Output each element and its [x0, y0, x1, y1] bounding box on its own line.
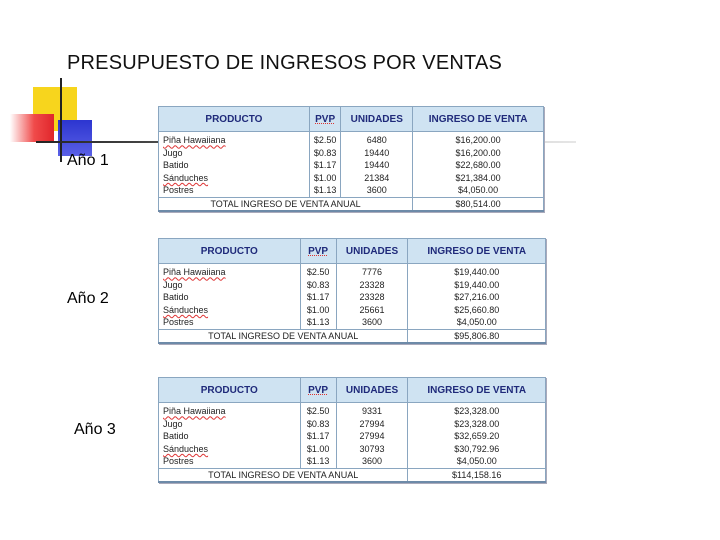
- table-row: [159, 304, 546, 317]
- deco-vertical-line: [60, 78, 62, 162]
- col-header-unidades: UNIDADES: [336, 378, 408, 403]
- cell-unidades: 27994: [336, 418, 408, 431]
- cell-ingreso: $23,328.00: [408, 418, 546, 431]
- cell-ingreso: $23,328.00: [408, 403, 546, 418]
- cell-producto: Batido: [159, 159, 310, 172]
- year-label-3: Año 3: [74, 421, 116, 438]
- cell-ingreso: $22,680.00: [413, 159, 544, 172]
- table-header-row: [159, 378, 546, 403]
- table-row: [159, 279, 546, 292]
- revenue-table-year-1: [158, 106, 544, 212]
- cell-ingreso: $32,659.20: [408, 430, 546, 443]
- table-row: [159, 455, 546, 468]
- cell-producto: Piña Hawaiiana: [159, 264, 301, 279]
- cell-ingreso: $19,440.00: [408, 279, 546, 292]
- cell-pvp: $0.83: [309, 147, 341, 160]
- table-header-row: [159, 239, 546, 264]
- cell-ingreso: $16,200.00: [413, 132, 544, 147]
- cell-producto: Sánduches: [159, 172, 310, 185]
- cell-unidades: 19440: [341, 147, 413, 160]
- deco-blue-square: [58, 120, 92, 156]
- table-header-row: [159, 107, 544, 132]
- cell-ingreso: $4,050.00: [408, 316, 546, 329]
- cell-pvp: $2.50: [300, 403, 336, 418]
- cell-unidades: 6480: [341, 132, 413, 147]
- total-value: $80,514.00: [413, 197, 544, 211]
- cell-ingreso: $16,200.00: [413, 147, 544, 160]
- cell-pvp: $2.50: [300, 264, 336, 279]
- cell-pvp: $1.13: [300, 455, 336, 468]
- cell-unidades: 3600: [336, 316, 408, 329]
- col-header-ingreso: INGRESO DE VENTA: [413, 107, 544, 132]
- cell-producto: Postres: [159, 455, 301, 468]
- cell-producto: Batido: [159, 430, 301, 443]
- table-row: [159, 172, 544, 185]
- col-header-pvp: PVP: [309, 107, 341, 132]
- year-label-1: Año 1: [67, 152, 109, 169]
- cell-unidades: 27994: [336, 430, 408, 443]
- table-row: [159, 443, 546, 456]
- cell-producto: Postres: [159, 184, 310, 197]
- table-row: [159, 403, 546, 418]
- col-header-producto: PRODUCTO: [159, 239, 301, 264]
- cell-unidades: 19440: [341, 159, 413, 172]
- col-header-pvp: PVP: [300, 378, 336, 403]
- table-total-row: [159, 468, 546, 482]
- year-label-2: Año 2: [67, 290, 109, 307]
- table-row: [159, 159, 544, 172]
- cell-pvp: $1.17: [300, 291, 336, 304]
- cell-pvp: $1.17: [300, 430, 336, 443]
- cell-ingreso: $4,050.00: [408, 455, 546, 468]
- cell-pvp: $1.17: [309, 159, 341, 172]
- table-row: [159, 147, 544, 160]
- cell-producto: Sánduches: [159, 443, 301, 456]
- cell-pvp: $1.13: [309, 184, 341, 197]
- cell-producto: Piña Hawaiiana: [159, 403, 301, 418]
- cell-ingreso: $30,792.96: [408, 443, 546, 456]
- table-row: [159, 291, 546, 304]
- cell-producto: Piña Hawaiiana: [159, 132, 310, 147]
- cell-unidades: 25661: [336, 304, 408, 317]
- cell-pvp: $0.83: [300, 279, 336, 292]
- cell-unidades: 23328: [336, 291, 408, 304]
- total-label: TOTAL INGRESO DE VENTA ANUAL: [159, 468, 408, 482]
- table-total-row: [159, 329, 546, 343]
- table-total-row: [159, 197, 544, 211]
- cell-producto: Jugo: [159, 418, 301, 431]
- col-header-unidades: UNIDADES: [341, 107, 413, 132]
- total-value: $95,806.80: [408, 329, 546, 343]
- cell-producto: Jugo: [159, 279, 301, 292]
- table-row: [159, 184, 544, 197]
- cell-unidades: 3600: [336, 455, 408, 468]
- cell-unidades: 21384: [341, 172, 413, 185]
- cell-ingreso: $27,216.00: [408, 291, 546, 304]
- revenue-table-year-2: [158, 238, 546, 344]
- cell-pvp: $1.13: [300, 316, 336, 329]
- col-header-ingreso: INGRESO DE VENTA: [408, 378, 546, 403]
- col-header-unidades: UNIDADES: [336, 239, 408, 264]
- cell-unidades: 7776: [336, 264, 408, 279]
- total-label: TOTAL INGRESO DE VENTA ANUAL: [159, 197, 413, 211]
- table-row: [159, 132, 544, 147]
- deco-red-square: [10, 114, 54, 142]
- cell-ingreso: $21,384.00: [413, 172, 544, 185]
- table-row: [159, 430, 546, 443]
- cell-producto: Batido: [159, 291, 301, 304]
- table-row: [159, 316, 546, 329]
- cell-producto: Jugo: [159, 147, 310, 160]
- total-label: TOTAL INGRESO DE VENTA ANUAL: [159, 329, 408, 343]
- cell-unidades: 23328: [336, 279, 408, 292]
- cell-unidades: 3600: [341, 184, 413, 197]
- table-row: [159, 264, 546, 279]
- cell-unidades: 9331: [336, 403, 408, 418]
- cell-pvp: $1.00: [309, 172, 341, 185]
- col-header-pvp: PVP: [300, 239, 336, 264]
- cell-pvp: $1.00: [300, 443, 336, 456]
- cell-producto: Postres: [159, 316, 301, 329]
- cell-unidades: 30793: [336, 443, 408, 456]
- cell-pvp: $0.83: [300, 418, 336, 431]
- cell-ingreso: $4,050.00: [413, 184, 544, 197]
- table-row: [159, 418, 546, 431]
- col-header-producto: PRODUCTO: [159, 107, 310, 132]
- total-value: $114,158.16: [408, 468, 546, 482]
- cell-producto: Sánduches: [159, 304, 301, 317]
- revenue-table-year-3: [158, 377, 546, 483]
- slide-title: PRESUPUESTO DE INGRESOS POR VENTAS: [67, 52, 503, 74]
- col-header-producto: PRODUCTO: [159, 378, 301, 403]
- cell-pvp: $2.50: [309, 132, 341, 147]
- cell-pvp: $1.00: [300, 304, 336, 317]
- cell-ingreso: $19,440.00: [408, 264, 546, 279]
- col-header-ingreso: INGRESO DE VENTA: [408, 239, 546, 264]
- cell-ingreso: $25,660.80: [408, 304, 546, 317]
